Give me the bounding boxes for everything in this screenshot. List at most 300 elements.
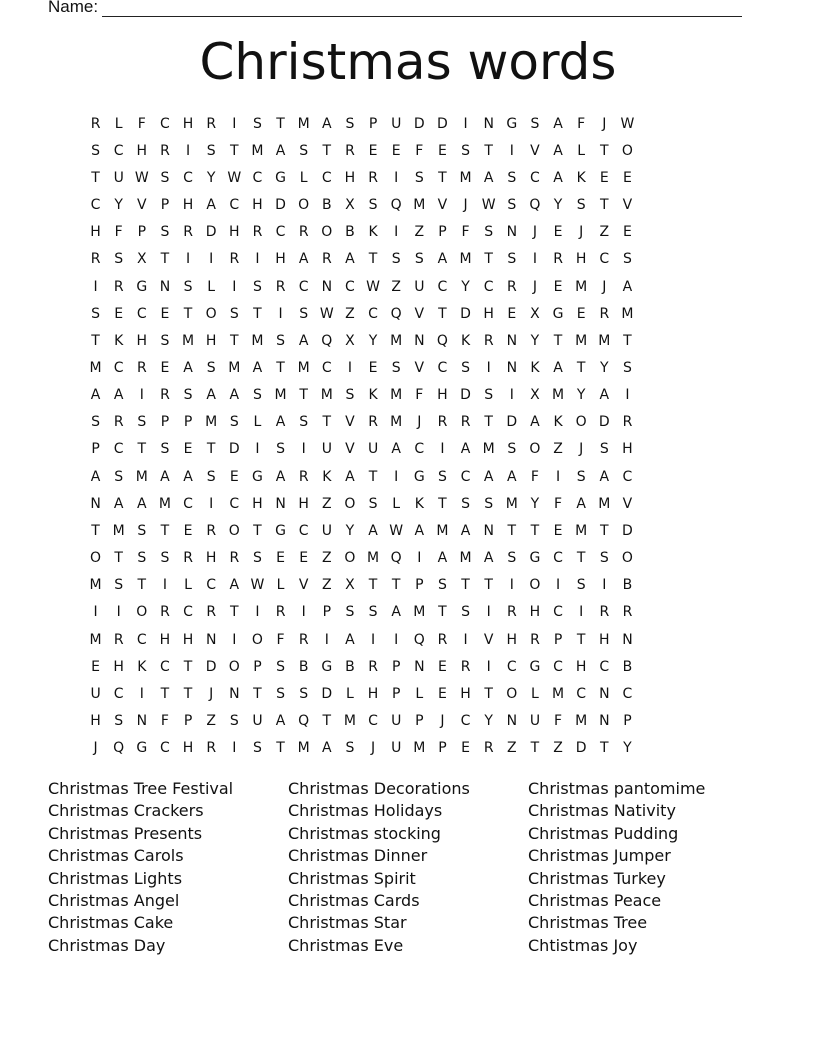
grid-letter: M — [552, 387, 565, 404]
grid-letter: C — [113, 359, 124, 376]
grid-letter: C — [576, 685, 587, 702]
word-list-item: Christmas Lights — [48, 868, 183, 888]
grid-letter: U — [113, 169, 124, 186]
grid-letter: S — [91, 142, 100, 159]
grid-letter: R — [321, 251, 332, 268]
word-list-item: Christmas Carols — [48, 846, 184, 866]
grid-letter: S — [276, 332, 285, 349]
grid-letter: M — [575, 522, 588, 539]
grid-letter: Q — [390, 550, 402, 567]
grid-letter: V — [530, 142, 540, 159]
grid-letter: S — [414, 251, 424, 268]
grid-letter: E — [160, 359, 170, 376]
grid-letter: N — [275, 495, 286, 512]
grid-letter: S — [368, 495, 378, 512]
grid-letter: H — [437, 387, 448, 404]
grid-letter: L — [299, 169, 308, 186]
grid-letter: C — [553, 604, 563, 621]
grid-letter: W — [134, 169, 149, 186]
grid-letter: C — [460, 713, 471, 730]
grid-letter: R — [437, 414, 448, 431]
word-list-item: Christmas Angel — [48, 890, 180, 910]
grid-letter: D — [205, 224, 217, 241]
word-list-item: Christmas Cake — [48, 913, 174, 933]
grid-letter: E — [114, 305, 124, 322]
grid-letter: D — [321, 685, 333, 702]
grid-letter: T — [600, 522, 609, 539]
grid-letter: U — [252, 713, 263, 730]
grid-letter: R — [160, 142, 170, 159]
grid-letter: S — [461, 495, 470, 512]
grid-letter: O — [344, 550, 356, 567]
grid-letter: W — [319, 305, 334, 322]
grid-letter: T — [183, 305, 193, 322]
grid-letter: O — [298, 197, 310, 214]
grid-letter: T — [206, 441, 216, 458]
grid-letter: Z — [414, 224, 425, 241]
grid-letter: L — [253, 414, 262, 431]
grid-letter: T — [438, 169, 447, 186]
grid-letter: X — [345, 577, 355, 594]
grid-letter: G — [275, 522, 286, 539]
grid-letter: A — [483, 468, 494, 485]
word-list-item: Christmas pantomime — [528, 779, 706, 798]
word-list-item: Christmas Tree Festival — [48, 779, 234, 798]
word-list-item: Christmas Crackers — [48, 801, 204, 821]
grid-letter: K — [114, 332, 124, 349]
grid-letter: E — [391, 142, 401, 159]
grid-letter: B — [298, 658, 309, 675]
grid-letter: M — [459, 251, 472, 268]
grid-letter: P — [553, 631, 563, 648]
grid-letter: P — [91, 441, 100, 458]
grid-letter: T — [276, 359, 285, 376]
grid-letter: A — [90, 468, 101, 485]
grid-letter: R — [183, 224, 193, 241]
grid-letter: U — [529, 713, 541, 730]
grid-letter: V — [345, 441, 355, 458]
grid-letter: U — [391, 713, 402, 730]
grid-letter: S — [368, 604, 378, 621]
grid-letter: A — [206, 387, 216, 404]
grid-row — [84, 137, 732, 164]
grid-letter: E — [438, 658, 447, 675]
grid-row — [84, 191, 732, 218]
grid-letter: A — [322, 115, 332, 132]
grid-letter: B — [622, 577, 633, 594]
grid-letter: R — [437, 631, 448, 648]
grid-letter: D — [437, 115, 448, 132]
word-list-item: Christmas Holidays — [288, 801, 443, 821]
grid-letter: P — [415, 577, 424, 594]
grid-letter: J — [440, 713, 445, 730]
grid-letter: T — [484, 685, 493, 702]
grid-letter: C — [368, 713, 378, 730]
grid-letter: S — [622, 251, 632, 268]
grid-letter: E — [368, 142, 378, 159]
grid-letter: A — [113, 495, 124, 512]
word-list-item: Christmas Jumper — [528, 846, 671, 866]
grid-letter: P — [183, 414, 193, 431]
grid-letter: N — [229, 685, 240, 702]
grid-letter: C — [622, 685, 633, 702]
grid-letter: M — [367, 550, 380, 567]
grid-letter: H — [275, 251, 286, 268]
grid-letter: D — [575, 740, 587, 757]
grid-letter: O — [90, 550, 102, 567]
grid-letter: W — [250, 577, 265, 594]
grid-letter: S — [507, 169, 517, 186]
grid-letter: X — [530, 305, 540, 322]
grid-letter: T — [576, 359, 586, 376]
grid-letter: R — [483, 332, 494, 349]
grid-letter: O — [621, 142, 633, 159]
grid-letter: T — [322, 414, 332, 431]
grid-letter: V — [622, 197, 633, 214]
grid-letter: K — [460, 332, 471, 349]
grid-letter: K — [368, 387, 378, 404]
grid-letter: J — [417, 414, 422, 431]
grid-letter: A — [483, 550, 494, 567]
grid-letter: A — [553, 359, 563, 376]
grid-letter: M — [390, 387, 403, 404]
grid-letter: A — [483, 169, 494, 186]
grid-letter: T — [576, 631, 586, 648]
grid-letter: S — [576, 468, 586, 485]
grid-letter: T — [507, 522, 517, 539]
grid-letter: C — [599, 251, 610, 268]
grid-letter: I — [232, 115, 237, 132]
grid-letter: C — [553, 658, 563, 675]
grid-letter: P — [623, 713, 632, 730]
grid-letter: Y — [368, 332, 378, 349]
grid-letter: U — [321, 441, 332, 458]
grid-letter: H — [182, 631, 194, 648]
grid-letter: A — [183, 359, 193, 376]
grid-letter: T — [160, 685, 170, 702]
grid-row — [84, 653, 732, 680]
grid-letter: C — [183, 169, 193, 186]
grid-letter: L — [415, 685, 424, 702]
grid-letter: K — [368, 224, 378, 241]
grid-letter: C — [90, 197, 101, 214]
grid-letter: A — [368, 522, 378, 539]
grid-letter: S — [484, 387, 494, 404]
grid-letter: T — [368, 577, 378, 594]
grid-letter: I — [417, 550, 422, 567]
grid-letter: R — [229, 251, 240, 268]
grid-letter: N — [136, 713, 148, 730]
grid-letter: S — [507, 197, 517, 214]
grid-letter: Q — [298, 713, 310, 730]
grid-letter: A — [391, 441, 401, 458]
grid-letter: H — [483, 305, 494, 322]
grid-letter: L — [392, 495, 401, 512]
grid-row — [84, 680, 732, 707]
grid-row — [84, 164, 732, 191]
grid-letter: E — [553, 278, 563, 295]
grid-letter: I — [255, 441, 260, 458]
grid-letter: I — [486, 604, 491, 621]
grid-letter: I — [185, 142, 191, 159]
grid-letter: T — [438, 305, 447, 322]
grid-letter: S — [599, 550, 609, 567]
grid-letter: C — [229, 197, 240, 214]
grid-letter: S — [114, 468, 124, 485]
grid-letter: I — [301, 441, 306, 458]
grid-letter: X — [345, 197, 355, 214]
grid-letter: S — [599, 441, 609, 458]
grid-letter: T — [276, 115, 285, 132]
grid-letter: E — [623, 224, 632, 241]
grid-letter: I — [232, 278, 237, 295]
grid-letter: N — [599, 713, 610, 730]
grid-letter: S — [276, 658, 285, 675]
grid-letter: R — [206, 604, 217, 621]
grid-letter: J — [209, 685, 214, 702]
grid-letter: S — [345, 387, 355, 404]
grid-letter: R — [90, 115, 101, 132]
grid-letter: T — [160, 522, 170, 539]
grid-letter: T — [576, 550, 586, 567]
grid-letter: C — [530, 169, 540, 186]
grid-letter: T — [230, 604, 239, 621]
grid-letter: R — [275, 604, 286, 621]
grid-letter: T — [391, 577, 401, 594]
grid-letter: M — [182, 332, 195, 349]
grid-letter: M — [598, 332, 611, 349]
grid-row — [84, 599, 732, 626]
grid-letter: S — [252, 115, 262, 132]
word-list-item: Christmas stocking — [288, 823, 441, 843]
grid-letter: S — [345, 604, 355, 621]
grid-letter: R — [506, 604, 517, 621]
grid-letter: T — [322, 142, 332, 159]
grid-row — [84, 327, 732, 354]
grid-letter: I — [625, 387, 630, 404]
grid-letter: S — [461, 604, 470, 621]
grid-letter: V — [483, 631, 494, 648]
grid-letter: Z — [322, 495, 332, 512]
grid-letter: T — [600, 142, 609, 159]
grid-letter: O — [136, 604, 148, 621]
grid-letter: C — [321, 359, 332, 376]
grid-letter: G — [506, 115, 518, 132]
grid-letter: S — [414, 169, 424, 186]
word-list — [48, 778, 768, 957]
grid-letter: A — [229, 387, 240, 404]
grid-letter: R — [368, 414, 378, 431]
grid-letter: G — [413, 468, 425, 485]
grid-letter: C — [160, 740, 170, 757]
grid-letter: M — [297, 359, 310, 376]
grid-letter: S — [299, 414, 309, 431]
grid-letter: A — [275, 468, 286, 485]
grid-letter: C — [113, 685, 124, 702]
grid-row — [84, 273, 732, 300]
grid-letter: H — [90, 224, 101, 241]
grid-letter: O — [251, 631, 263, 648]
grid-letter: Q — [436, 332, 448, 349]
grid-letter: S — [299, 685, 309, 702]
grid-letter: I — [139, 387, 144, 404]
grid-letter: M — [413, 604, 426, 621]
word-list-item: Christmas Star — [288, 913, 407, 933]
grid-letter: R — [206, 115, 217, 132]
grid-letter: C — [183, 604, 193, 621]
grid-letter: S — [160, 224, 170, 241]
grid-letter: Z — [391, 278, 401, 295]
grid-letter: J — [602, 115, 607, 132]
grid-letter: H — [506, 631, 518, 648]
grid-letter: L — [207, 278, 216, 295]
grid-letter: S — [368, 197, 378, 214]
grid-letter: P — [438, 224, 447, 241]
grid-row — [84, 626, 732, 653]
grid-letter: S — [252, 740, 262, 757]
grid-letter: S — [137, 414, 147, 431]
grid-letter: H — [344, 169, 356, 186]
grid-letter: H — [182, 740, 194, 757]
grid-letter: R — [368, 658, 378, 675]
grid-letter: S — [276, 441, 285, 458]
grid-letter: M — [89, 631, 102, 648]
grid-letter: E — [183, 441, 193, 458]
grid-letter: R — [483, 740, 494, 757]
grid-letter: F — [137, 115, 146, 132]
grid-letter: T — [230, 332, 239, 349]
grid-letter: H — [529, 604, 541, 621]
grid-letter: T — [368, 251, 378, 268]
grid-letter: S — [299, 305, 309, 322]
grid-letter: S — [484, 495, 494, 512]
grid-letter: M — [552, 685, 565, 702]
grid-row — [84, 436, 732, 463]
grid-letter: Y — [600, 359, 609, 376]
grid-letter: J — [579, 441, 584, 458]
grid-letter: Y — [623, 740, 632, 757]
grid-letter: S — [114, 251, 124, 268]
grid-letter: Z — [507, 740, 517, 757]
grid-letter: A — [229, 577, 240, 594]
grid-letter: N — [90, 495, 101, 512]
grid-letter: M — [320, 387, 333, 404]
grid-letter: E — [368, 359, 378, 376]
grid-letter: N — [622, 631, 633, 648]
grid-letter: M — [390, 332, 403, 349]
grid-letter: I — [185, 251, 191, 268]
grid-letter: H — [298, 495, 309, 512]
word-list-item: Christmas Day — [48, 935, 166, 955]
grid-letter: P — [415, 713, 424, 730]
grid-letter: R — [345, 142, 355, 159]
grid-letter: T — [299, 387, 308, 404]
grid-letter: T — [230, 142, 239, 159]
grid-letter: G — [529, 658, 541, 675]
grid-row — [84, 382, 732, 409]
grid-letter: C — [229, 495, 240, 512]
grid-letter: U — [391, 115, 402, 132]
grid-letter: C — [160, 115, 170, 132]
grid-letter: S — [461, 142, 470, 159]
word-list-item: Christmas Eve — [288, 935, 404, 955]
grid-letter: R — [622, 414, 633, 431]
grid-row — [84, 517, 732, 544]
grid-letter: C — [183, 495, 193, 512]
grid-letter: D — [506, 414, 518, 431]
grid-letter: E — [299, 550, 309, 567]
grid-letter: C — [368, 305, 378, 322]
grid-letter: I — [394, 224, 399, 241]
grid-letter: I — [232, 631, 237, 648]
grid-letter: N — [506, 332, 518, 349]
grid-letter: D — [205, 658, 217, 675]
grid-letter: E — [276, 550, 285, 567]
grid-letter: N — [205, 631, 217, 648]
grid-letter: J — [532, 224, 537, 241]
grid-letter: G — [552, 305, 564, 322]
grid-letter: I — [162, 577, 167, 594]
grid-letter: C — [275, 224, 286, 241]
grid-letter: R — [113, 631, 124, 648]
grid-letter: N — [414, 332, 425, 349]
grid-letter: A — [252, 359, 263, 376]
grid-letter: P — [183, 713, 193, 730]
grid-letter: M — [205, 414, 218, 431]
grid-letter: V — [345, 414, 355, 431]
grid-letter: O — [228, 522, 240, 539]
grid-letter: H — [159, 631, 171, 648]
grid-letter: C — [321, 169, 332, 186]
grid-letter: C — [136, 631, 147, 648]
grid-letter: C — [113, 142, 124, 159]
grid-letter: K — [322, 468, 332, 485]
grid-letter: S — [507, 441, 517, 458]
grid-letter: R — [298, 468, 309, 485]
grid-letter: J — [602, 278, 607, 295]
grid-letter: M — [158, 495, 171, 512]
grid-letter: D — [413, 115, 425, 132]
grid-letter: B — [345, 224, 355, 241]
grid-letter: Y — [461, 278, 470, 295]
grid-letter: I — [509, 577, 514, 594]
grid-letter: U — [367, 441, 379, 458]
grid-letter: Q — [529, 197, 541, 214]
grid-letter: T — [623, 332, 632, 349]
grid-letter: S — [91, 414, 100, 431]
grid-letter: V — [414, 359, 425, 376]
grid-letter: Y — [345, 522, 355, 539]
grid-letter: R — [530, 631, 540, 648]
grid-letter: R — [599, 305, 610, 322]
grid-letter: F — [114, 224, 123, 241]
grid-letter: F — [554, 713, 563, 730]
grid-letter: M — [505, 495, 518, 512]
grid-letter: R — [368, 169, 378, 186]
grid-letter: I — [301, 604, 306, 621]
grid-letter: I — [555, 468, 561, 485]
grid-letter: N — [506, 713, 518, 730]
grid-letter: B — [322, 197, 332, 214]
grid-letter: R — [506, 278, 517, 295]
grid-letter: N — [506, 359, 518, 376]
grid-letter: C — [345, 278, 355, 295]
grid-letter: T — [600, 740, 609, 757]
grid-row — [84, 572, 732, 599]
grid-letter: I — [255, 604, 260, 621]
grid-letter: A — [183, 468, 193, 485]
grid-letter: N — [321, 278, 333, 295]
